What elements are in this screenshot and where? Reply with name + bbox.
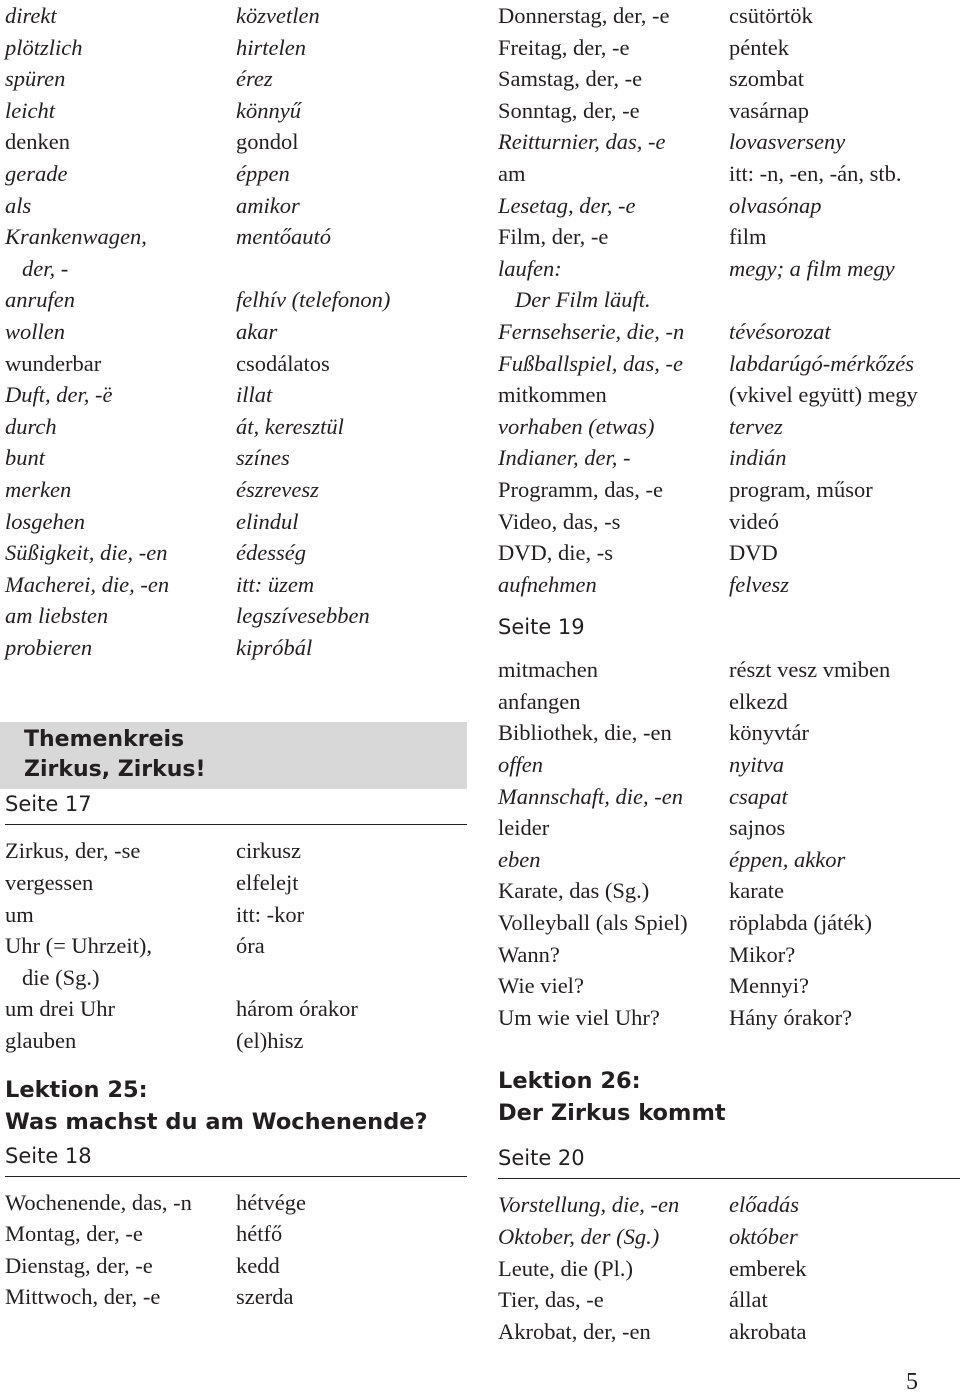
german-term: um <box>5 901 34 927</box>
vocab-row <box>498 875 960 907</box>
hungarian-translation: közvetlen <box>236 3 320 28</box>
german-term: offen <box>498 752 543 778</box>
hungarian-translation: édesség <box>236 540 306 566</box>
german-term: vorhaben (etwas) <box>498 413 655 439</box>
vocab-row <box>498 284 960 316</box>
german-term: glauben <box>5 1028 77 1054</box>
vocab-row <box>5 930 467 962</box>
hungarian-translation: csütörtök <box>729 3 813 28</box>
german-term: DVD, die, -s <box>498 540 613 566</box>
hungarian-translation: hirtelen <box>236 34 306 60</box>
german-term: Samstag, der, -e <box>498 66 643 92</box>
vocab-row <box>5 474 467 506</box>
vocab-list <box>5 1187 467 1313</box>
lesson-name: Was machst du am Wochenende? <box>5 1108 428 1135</box>
german-term: Donnerstag, der, -e <box>498 3 670 28</box>
vocab-row <box>5 506 467 538</box>
hungarian-translation: mentőautó <box>236 224 331 250</box>
vocab-row <box>498 221 960 253</box>
vocab-row <box>5 569 467 601</box>
german-term: Bibliothek, die, -en <box>498 720 672 746</box>
vocab-row <box>5 1281 467 1313</box>
german-term: leider <box>498 815 550 841</box>
german-term: Montag, der, -e <box>5 1221 143 1247</box>
german-term: Wochenende, das, -n <box>5 1189 192 1215</box>
vocab-row <box>498 749 960 781</box>
vocab-row <box>5 190 467 222</box>
vocab-list <box>5 835 467 1056</box>
vocab-row <box>5 1187 467 1219</box>
hungarian-translation: csodálatos <box>236 350 330 376</box>
hungarian-translation: észrevesz <box>236 476 319 502</box>
vocab-row <box>5 0 467 32</box>
vocab-row <box>498 253 960 285</box>
german-term: probieren <box>5 634 93 660</box>
german-term: aufnehmen <box>498 571 597 597</box>
german-term: als <box>5 192 32 218</box>
hungarian-translation: videó <box>729 508 779 534</box>
vocab-row <box>5 600 467 632</box>
hungarian-translation: elkezd <box>729 688 788 714</box>
german-term: durch <box>5 413 57 439</box>
german-term: Programm, das, -e <box>498 476 663 502</box>
vocab-row <box>5 1250 467 1282</box>
vocab-row <box>5 899 467 931</box>
german-term: Akrobat, der, -en <box>498 1318 651 1344</box>
theme-title: Themenkreis <box>24 727 185 753</box>
lesson-title <box>5 1074 467 1138</box>
hungarian-translation: tervez <box>729 413 783 439</box>
german-term: Duft, der, -̈e <box>5 382 113 408</box>
section-heading-seite-19: Seite 19 <box>498 615 585 640</box>
vocab-row <box>5 442 467 474</box>
hungarian-translation: éppen, akkor <box>729 846 846 872</box>
vocab-row <box>498 537 960 569</box>
hungarian-translation: csapat <box>729 783 788 809</box>
vocab-row <box>5 126 467 158</box>
vocab-row <box>5 962 467 994</box>
vocab-row <box>498 1221 960 1253</box>
german-term: denken <box>5 129 70 155</box>
german-term: Uhr (= Uhrzeit), <box>5 933 153 959</box>
vocab-row <box>498 970 960 1002</box>
vocab-row <box>498 907 960 939</box>
hungarian-translation: akar <box>236 318 278 344</box>
german-term: Vorstellung, die, -en <box>498 1192 680 1218</box>
hungarian-translation: emberek <box>729 1255 807 1281</box>
vocab-row <box>5 411 467 443</box>
german-term: eben <box>498 846 541 872</box>
vocab-row <box>498 442 960 474</box>
vocab-list <box>498 1189 960 1347</box>
hungarian-translation: lovasverseny <box>729 129 846 155</box>
hungarian-translation: megy; a film megy <box>729 255 895 281</box>
hungarian-translation: október <box>729 1224 798 1249</box>
vocab-row <box>5 63 467 95</box>
hungarian-translation: éppen <box>236 160 290 186</box>
lesson-name: Der Zirkus kommt <box>498 1100 726 1127</box>
vocab-row <box>498 474 960 506</box>
german-term: Leute, die (Pl.) <box>498 1255 633 1281</box>
vocab-row <box>498 316 960 348</box>
hungarian-translation: DVD <box>729 540 778 566</box>
hungarian-translation: (vkivel együtt) megy <box>729 382 918 408</box>
german-term: Mittwoch, der, -e <box>5 1284 161 1310</box>
vocab-row <box>498 126 960 158</box>
german-term: die (Sg.) <box>22 964 100 990</box>
hungarian-translation: péntek <box>729 34 789 60</box>
hungarian-translation: olvasónap <box>729 192 822 218</box>
german-term: Sonntag, der, -e <box>498 97 640 123</box>
vocab-row <box>498 781 960 813</box>
hungarian-translation: át, keresztül <box>236 413 344 439</box>
vocab-row <box>498 158 960 190</box>
vocab-row <box>5 537 467 569</box>
hungarian-translation: indián <box>729 445 787 471</box>
hungarian-translation: felvesz <box>729 571 789 597</box>
hungarian-translation: vasárnap <box>729 97 809 123</box>
hungarian-translation: három órakor <box>236 996 358 1022</box>
hungarian-translation: labdarúgó-mérkőzés <box>729 350 914 376</box>
vocab-row <box>498 63 960 95</box>
german-term: vergessen <box>5 870 94 896</box>
vocab-row <box>498 190 960 222</box>
german-term: Film, der, -e <box>498 224 609 250</box>
vocab-row <box>5 1025 467 1057</box>
german-term: losgehen <box>5 508 85 534</box>
vocab-row <box>498 1189 960 1221</box>
german-term: Fernsehserie, die, -n <box>498 318 685 344</box>
hungarian-translation: szerda <box>236 1284 294 1310</box>
german-term: Lesetag, der, -e <box>498 192 636 218</box>
german-term: Volleyball (als Spiel) <box>498 910 688 936</box>
hungarian-translation: itt: üzem <box>236 571 315 597</box>
german-term: Der Film läuft. <box>515 287 651 313</box>
vocab-row <box>5 316 467 348</box>
vocab-row <box>498 654 960 686</box>
german-term: gerade <box>5 160 68 186</box>
german-term: Um wie viel Uhr? <box>498 1004 660 1030</box>
german-term: Macherei, die, -en <box>5 571 170 597</box>
vocab-list <box>498 0 960 600</box>
vocab-row <box>498 32 960 64</box>
hungarian-translation: Hány órakor? <box>729 1004 853 1030</box>
vocab-row <box>498 379 960 411</box>
hungarian-translation: (el)hisz <box>236 1028 304 1054</box>
vocab-row <box>498 411 960 443</box>
german-term: Oktober, der (Sg.) <box>498 1224 660 1249</box>
vocab-row <box>498 569 960 601</box>
german-term: bunt <box>5 445 46 471</box>
vocab-row <box>498 1316 960 1348</box>
german-term: Tier, das, -e <box>498 1287 604 1313</box>
vocab-row <box>498 0 960 32</box>
vocab-row <box>498 812 960 844</box>
hungarian-translation: felhív (telefonon) <box>236 287 391 313</box>
hungarian-translation: gondol <box>236 129 299 155</box>
hungarian-translation: itt: -kor <box>236 901 305 927</box>
vocab-row <box>5 993 467 1025</box>
vocab-row <box>5 158 467 190</box>
vocab-list <box>498 654 960 1033</box>
vocab-row <box>5 632 467 664</box>
vocab-row <box>5 867 467 899</box>
hungarian-translation: amikor <box>236 192 300 218</box>
hungarian-translation: hétvége <box>236 1189 306 1215</box>
hungarian-translation: állat <box>729 1287 768 1313</box>
hungarian-translation: óra <box>236 933 265 959</box>
vocab-row <box>5 835 467 867</box>
hungarian-translation: kedd <box>236 1252 280 1278</box>
vocab-list <box>5 0 467 663</box>
german-term: Reitturnier, das, -e <box>498 129 666 155</box>
german-term: Krankenwagen, <box>5 224 147 250</box>
german-term: Wann? <box>498 941 560 967</box>
page-number: 5 <box>906 1369 918 1395</box>
hungarian-translation: elindul <box>236 508 299 534</box>
hungarian-translation: akrobata <box>729 1318 807 1344</box>
hungarian-translation: kipróbál <box>236 634 313 660</box>
lesson-number: Lektion 25: <box>5 1076 148 1103</box>
german-term: mitkommen <box>498 382 607 408</box>
vocab-row <box>5 95 467 127</box>
lesson-title <box>498 1065 960 1129</box>
german-term: Video, das, -s <box>498 508 621 534</box>
hungarian-translation: karate <box>729 878 784 904</box>
vocab-row <box>5 253 467 285</box>
hungarian-translation: színes <box>236 445 290 471</box>
german-term: leicht <box>5 97 55 123</box>
hungarian-translation: itt: -n, -en, -án, stb. <box>729 160 902 186</box>
vocab-row <box>5 284 467 316</box>
hungarian-translation: előadás <box>729 1192 799 1218</box>
german-term: Dienstag, der, -e <box>5 1252 153 1278</box>
german-term: anfangen <box>498 688 581 714</box>
german-term: anrufen <box>5 287 75 313</box>
german-term: am <box>498 160 526 186</box>
german-term: mitmachen <box>498 657 598 683</box>
hungarian-translation: nyitva <box>729 752 784 778</box>
german-term: merken <box>5 476 72 502</box>
hungarian-translation: elfelejt <box>236 870 299 896</box>
theme-box <box>0 722 467 789</box>
german-term: Indianer, der, - <box>498 445 631 471</box>
german-term: der, - <box>22 255 69 281</box>
german-term: Fußballspiel, das, -e <box>498 350 683 376</box>
hungarian-translation: tévésorozat <box>729 318 831 344</box>
german-term: Mannschaft, die, -en <box>498 783 683 809</box>
vocab-row <box>5 32 467 64</box>
theme-subtitle: Zirkus, Zirkus! <box>24 757 206 783</box>
hungarian-translation: érez <box>236 66 273 92</box>
german-term: Süßigkeit, die, -en <box>5 540 168 566</box>
vocab-row <box>5 379 467 411</box>
german-term: Wie viel? <box>498 973 584 999</box>
german-term: plötzlich <box>5 34 83 60</box>
vocab-row <box>498 844 960 876</box>
german-term: Zirkus, der, -se <box>5 838 141 864</box>
german-term: Freitag, der, -e <box>498 34 630 60</box>
vocab-row <box>498 1284 960 1316</box>
german-term: um drei Uhr <box>5 996 115 1022</box>
vocab-row <box>498 506 960 538</box>
vocab-row <box>498 348 960 380</box>
german-term: laufen: <box>498 255 562 281</box>
vocab-row <box>5 348 467 380</box>
hungarian-translation: sajnos <box>729 815 786 841</box>
german-term: wunderbar <box>5 350 102 376</box>
german-term: am liebsten <box>5 603 109 629</box>
vocab-row <box>498 717 960 749</box>
vocab-row <box>498 95 960 127</box>
hungarian-translation: könnyű <box>236 97 301 123</box>
hungarian-translation: könyvtár <box>729 720 809 746</box>
german-term: direkt <box>5 3 57 28</box>
german-term: wollen <box>5 318 65 344</box>
vocab-row <box>498 1253 960 1285</box>
hungarian-translation: részt vesz vmiben <box>729 657 891 683</box>
german-term: Karate, das (Sg.) <box>498 878 650 904</box>
hungarian-translation: röplabda (játék) <box>729 910 873 936</box>
hungarian-translation: film <box>729 224 767 250</box>
hungarian-translation: Mennyi? <box>729 973 809 999</box>
hungarian-translation: Mikor? <box>729 941 796 967</box>
vocab-row <box>498 686 960 718</box>
section-heading-seite-18: Seite 18 <box>5 1141 467 1177</box>
hungarian-translation: hétfő <box>236 1221 283 1247</box>
vocab-row <box>5 1218 467 1250</box>
german-term: spüren <box>5 66 66 92</box>
hungarian-translation: cirkusz <box>236 838 301 864</box>
section-heading-seite-20: Seite 20 <box>498 1143 960 1179</box>
hungarian-translation: illat <box>236 382 273 408</box>
hungarian-translation: program, műsor <box>729 476 873 502</box>
vocab-row <box>498 939 960 971</box>
vocab-row <box>5 221 467 253</box>
lesson-number: Lektion 26: <box>498 1068 641 1095</box>
hungarian-translation: szombat <box>729 66 804 92</box>
hungarian-translation: legszívesebben <box>236 603 370 629</box>
right-column <box>498 0 960 1347</box>
vocab-row <box>498 1002 960 1034</box>
section-heading-seite-17: Seite 17 <box>5 789 467 825</box>
left-column <box>5 0 467 1313</box>
